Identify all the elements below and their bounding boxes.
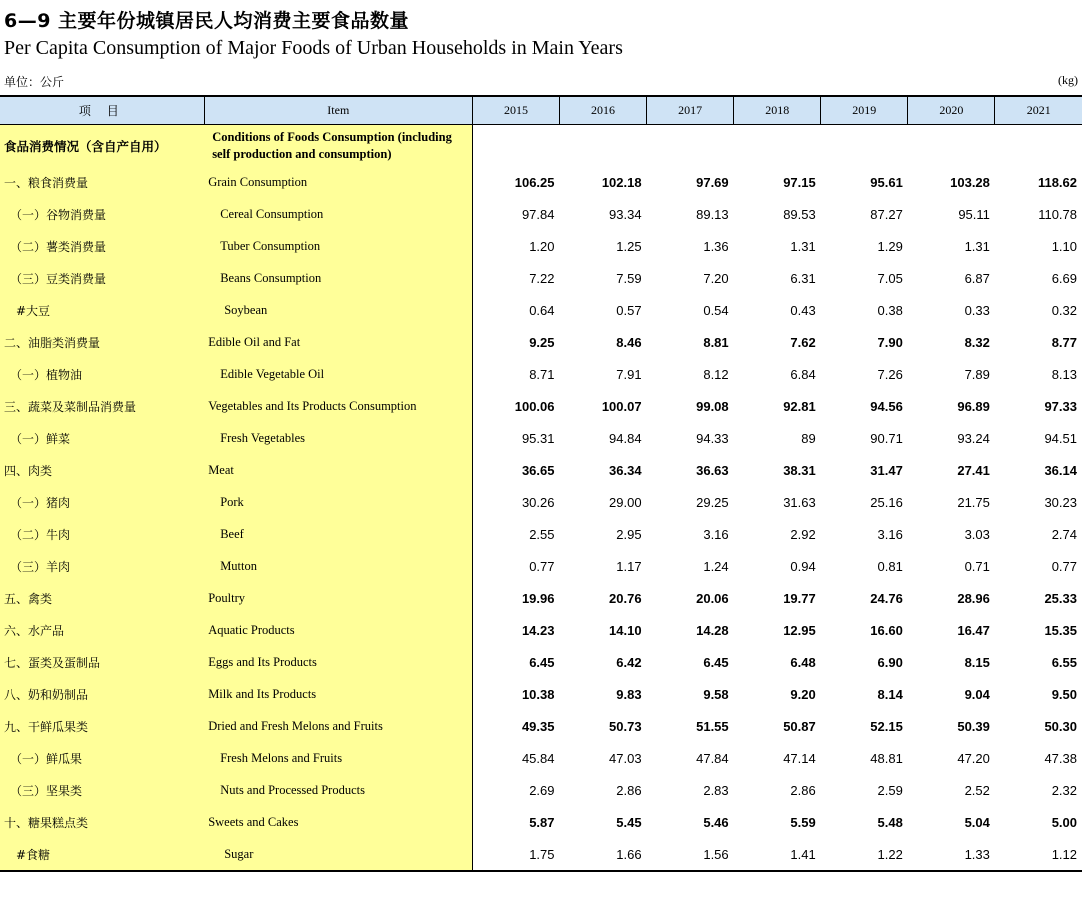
table-row — [0, 390, 1082, 422]
row-label-cn — [0, 774, 204, 806]
row-label-cn-text: #食糖 — [16, 847, 51, 862]
row-label-en — [204, 358, 472, 390]
table-row — [0, 614, 1082, 646]
value-cell: 7.26 — [877, 366, 903, 382]
value-cell: 1.66 — [560, 838, 647, 871]
value-cell: 2.83 — [703, 782, 729, 798]
row-label-cn-text: 八、奶和奶制品 — [4, 687, 89, 702]
table-row — [0, 582, 1082, 614]
value-cell: 10.38 — [521, 686, 555, 702]
value-cell: 103.28 — [950, 174, 990, 190]
value-cell: 5.46 — [703, 814, 729, 830]
value-cell: 2.74 — [1051, 526, 1077, 542]
row-label-cn-text: （一）谷物消费量 — [10, 207, 107, 222]
value-cell: 51.55 — [696, 718, 729, 734]
value-cell: 29.25 — [696, 494, 729, 510]
value-cell: 7.90 — [877, 334, 903, 350]
value-cell: 16.47 — [957, 622, 990, 638]
value-cell: 36.14 — [1044, 462, 1077, 478]
row-label-en-text: Milk and Its Products — [208, 686, 317, 701]
table-row — [0, 166, 1082, 198]
value-cell: 6.55 — [1051, 654, 1077, 670]
row-label-en — [204, 326, 472, 358]
value-cell: 14.28 — [696, 622, 729, 638]
row-label-cn-text: 四、肉类 — [4, 463, 53, 478]
row-label-cn — [0, 326, 204, 358]
value-cell: 19.77 — [783, 590, 816, 606]
value-cell: 6.45 — [703, 654, 729, 670]
row-label-cn — [0, 806, 204, 838]
row-label-en — [204, 230, 472, 262]
table-title-en: Per Capita Consumption of Major Foods of Urban Households in Main Years — [4, 37, 623, 59]
value-cell: 8.13 — [1051, 366, 1077, 382]
row-label-en — [204, 838, 472, 871]
value-cell: 0.54 — [703, 302, 729, 318]
row-label-cn — [0, 198, 204, 230]
value-cell: 38.31 — [783, 462, 816, 478]
value-cell: 16.60 — [870, 622, 903, 638]
table-row — [0, 358, 1082, 390]
value-cell: 87.27 — [870, 206, 903, 222]
row-label-cn — [0, 646, 204, 678]
value-cell: 89.53 — [783, 206, 816, 222]
header-year: 2015 — [472, 96, 559, 125]
table-row — [0, 486, 1082, 518]
value-cell: 93.24 — [957, 430, 990, 446]
value-cell: 30.26 — [521, 494, 555, 510]
row-label-cn-text: 九、干鲜瓜果类 — [4, 719, 89, 734]
row-label-cn — [0, 710, 204, 742]
value-cell: 1.41 — [734, 838, 821, 871]
row-label-cn-text: 十、糖果糕点类 — [4, 815, 89, 830]
value-cell: 27.41 — [957, 462, 990, 478]
row-label-cn — [0, 390, 204, 422]
value-cell: 90.71 — [870, 430, 903, 446]
value-cell: 2.86 — [790, 782, 816, 798]
row-label-cn — [0, 614, 204, 646]
value-cell: 20.76 — [609, 590, 642, 606]
row-label-cn — [0, 454, 204, 486]
row-label-cn-text: （三）豆类消费量 — [10, 271, 107, 286]
header-year: 2018 — [734, 96, 821, 125]
table-row — [0, 454, 1082, 486]
value-cell: 6.90 — [877, 654, 903, 670]
value-cell: 95.11 — [958, 206, 990, 222]
value-cell: 1.22 — [821, 838, 908, 871]
value-cell: 92.81 — [783, 398, 816, 414]
value-cell: 8.14 — [877, 686, 903, 702]
table-row — [0, 806, 1082, 838]
value-cell: 99.08 — [696, 398, 729, 414]
row-label-en — [204, 294, 472, 326]
row-label-en-text: Nuts and Processed Products — [220, 782, 365, 797]
row-label-en-text: Vegetables and Its Products Consumption — [208, 398, 417, 413]
row-label-en-text: Fresh Melons and Fruits — [220, 750, 343, 765]
value-cell: 8.32 — [964, 334, 990, 350]
row-label-en-text: Beef — [220, 526, 244, 541]
row-label-en — [204, 198, 472, 230]
value-cell: 110.78 — [1038, 206, 1077, 222]
value-cell: 1.29 — [877, 238, 903, 254]
row-label-cn-text: 七、蛋类及蛋制品 — [4, 655, 101, 670]
value-cell: 97.15 — [783, 174, 816, 190]
value-cell: 9.50 — [1051, 686, 1077, 702]
row-label-en-text: Fresh Vegetables — [220, 430, 306, 445]
value-cell: 94.84 — [609, 430, 642, 446]
value-cell: 6.69 — [1051, 270, 1077, 286]
table-title-cn: 6—9 主要年份城镇居民人均消费主要食品数量 — [4, 10, 410, 32]
value-cell: 52.15 — [870, 718, 903, 734]
row-label-en — [204, 390, 472, 422]
row-label-en — [204, 806, 472, 838]
row-label-cn — [0, 838, 204, 871]
value-cell: 6.45 — [529, 654, 555, 670]
value-cell: 8.12 — [703, 366, 729, 382]
value-cell: 6.48 — [790, 654, 816, 670]
row-label-en-text: Aquatic Products — [208, 622, 295, 637]
value-cell: 5.00 — [1051, 814, 1077, 830]
row-label-cn — [0, 486, 204, 518]
value-cell: 14.23 — [521, 622, 555, 638]
value-cell: 0.57 — [616, 302, 642, 318]
row-label-en — [204, 486, 472, 518]
value-cell: 5.04 — [964, 814, 990, 830]
value-cell: 94.33 — [696, 430, 729, 446]
section-label-en: Conditions of Foods Consumption (including self production and consumption) — [204, 125, 472, 167]
value-cell: 7.22 — [529, 270, 555, 286]
row-label-cn — [0, 550, 204, 582]
value-cell: 1.10 — [1051, 238, 1077, 254]
unit-label-cn: 单位：公斤 — [4, 75, 65, 89]
value-cell: 0.64 — [529, 302, 555, 318]
value-cell: 3.16 — [703, 526, 729, 542]
row-label-en — [204, 614, 472, 646]
value-cell: 31.47 — [870, 462, 903, 478]
value-cell: 94.56 — [870, 398, 903, 414]
value-cell: 30.23 — [1044, 494, 1077, 510]
table-row — [0, 838, 1082, 871]
table-row — [0, 518, 1082, 550]
header-year: 2016 — [560, 96, 647, 125]
table-row — [0, 742, 1082, 774]
value-cell: 47.20 — [957, 750, 990, 766]
header-item-cn: 项 目 — [0, 96, 204, 125]
value-cell: 24.76 — [870, 590, 903, 606]
value-cell: 1.31 — [964, 238, 990, 254]
row-label-cn-text: （一）鲜菜 — [10, 431, 71, 446]
value-cell: 1.36 — [703, 238, 729, 254]
value-cell: 49.35 — [521, 718, 555, 734]
row-label-cn — [0, 166, 204, 198]
value-cell: 15.35 — [1044, 622, 1077, 638]
value-cell: 0.43 — [790, 302, 816, 318]
row-label-en-text: Cereal Consumption — [220, 206, 324, 221]
header-row — [0, 96, 1082, 125]
table-row — [0, 646, 1082, 678]
value-cell: 36.65 — [521, 462, 555, 478]
row-label-cn-text: （三）羊肉 — [10, 559, 71, 574]
row-label-en-text: Tuber Consumption — [220, 238, 321, 253]
row-label-en — [204, 774, 472, 806]
row-label-en-text: Dried and Fresh Melons and Fruits — [208, 718, 383, 733]
value-cell: 48.81 — [870, 750, 903, 766]
row-label-en-text: Poultry — [208, 590, 245, 605]
value-cell: 2.69 — [529, 782, 555, 798]
table-row — [0, 326, 1082, 358]
row-label-cn — [0, 678, 204, 710]
row-label-en — [204, 422, 472, 454]
value-cell: 8.81 — [703, 334, 729, 350]
value-cell: 0.32 — [1051, 302, 1077, 318]
row-label-en-text: Edible Vegetable Oil — [220, 366, 325, 381]
value-cell: 6.31 — [790, 270, 816, 286]
value-cell: 89.13 — [696, 206, 729, 222]
header-year: 2017 — [647, 96, 734, 125]
value-cell: 2.32 — [1051, 782, 1077, 798]
table-row — [0, 262, 1082, 294]
value-cell: 0.77 — [529, 558, 555, 574]
value-cell: 36.34 — [609, 462, 642, 478]
value-cell: 8.77 — [1051, 334, 1077, 350]
value-cell: 47.03 — [609, 750, 642, 766]
value-cell: 0.81 — [877, 558, 903, 574]
value-cell: 9.83 — [616, 686, 642, 702]
value-cell: 45.84 — [521, 750, 555, 766]
value-cell: 1.56 — [647, 838, 734, 871]
row-label-en-text: Sweets and Cakes — [208, 814, 299, 829]
value-cell: 21.75 — [957, 494, 990, 510]
row-label-cn — [0, 742, 204, 774]
row-label-cn-text: （一）鲜瓜果 — [10, 751, 83, 766]
value-cell: 14.10 — [609, 622, 642, 638]
value-cell: 25.33 — [1044, 590, 1077, 606]
value-cell: 8.71 — [529, 366, 555, 382]
value-cell: 28.96 — [957, 590, 990, 606]
value-cell: 3.03 — [964, 526, 990, 542]
unit-label-en: (kg) — [1058, 73, 1078, 87]
value-cell: 95.31 — [521, 430, 555, 446]
value-cell: 118.62 — [1037, 174, 1077, 190]
value-cell: 2.86 — [616, 782, 642, 798]
value-cell: 1.20 — [529, 238, 555, 254]
table-row — [0, 230, 1082, 262]
value-cell: 25.16 — [870, 494, 903, 510]
value-cell: 97.69 — [696, 174, 729, 190]
value-cell: 7.62 — [790, 334, 816, 350]
value-cell: 102.18 — [601, 174, 642, 190]
row-label-en-text: Eggs and Its Products — [208, 654, 317, 669]
header-year: 2020 — [908, 96, 995, 125]
value-cell: 5.59 — [790, 814, 816, 830]
row-label-cn-text: 一、粮食消费量 — [4, 175, 89, 190]
header-item-en: Item — [204, 96, 472, 125]
value-cell: 1.33 — [908, 838, 995, 871]
value-cell: 1.25 — [616, 238, 642, 254]
value-cell: 97.84 — [521, 206, 555, 222]
value-cell: 100.07 — [601, 398, 642, 414]
row-label-cn-text: 二、油脂类消费量 — [4, 335, 101, 350]
value-cell: 0.33 — [964, 302, 990, 318]
value-cell: 89 — [801, 430, 816, 446]
row-label-en — [204, 582, 472, 614]
value-cell: 100.06 — [514, 398, 555, 414]
value-cell: 29.00 — [609, 494, 642, 510]
row-label-en — [204, 678, 472, 710]
row-label-en-text: Edible Oil and Fat — [208, 334, 301, 349]
row-label-en-text: Soybean — [224, 302, 268, 317]
value-cell: 9.04 — [964, 686, 990, 702]
value-cell: 50.30 — [1044, 718, 1077, 734]
row-label-en-text: Sugar — [224, 846, 254, 861]
value-cell: 8.46 — [616, 334, 642, 350]
value-cell: 50.39 — [957, 718, 990, 734]
row-label-en-text: Beans Consumption — [220, 270, 322, 285]
section-row — [0, 125, 1082, 167]
table-row — [0, 774, 1082, 806]
value-cell: 1.12 — [995, 838, 1082, 871]
row-label-en — [204, 710, 472, 742]
row-label-en-text: Grain Consumption — [208, 174, 308, 189]
value-cell: 47.38 — [1044, 750, 1077, 766]
value-cell: 9.20 — [790, 686, 816, 702]
value-cell: 93.34 — [609, 206, 642, 222]
value-cell: 95.61 — [870, 174, 903, 190]
value-cell: 96.89 — [957, 398, 990, 414]
value-cell: 2.59 — [877, 782, 903, 798]
row-label-cn-text: （二）牛肉 — [10, 527, 71, 542]
value-cell: 19.96 — [521, 590, 555, 606]
row-label-cn-text: （三）坚果类 — [10, 783, 83, 798]
value-cell: 6.42 — [616, 654, 642, 670]
value-cell: 2.95 — [616, 526, 642, 542]
value-cell: 1.24 — [703, 558, 729, 574]
value-cell: 47.84 — [696, 750, 729, 766]
row-label-cn — [0, 230, 204, 262]
value-cell: 97.33 — [1044, 398, 1077, 414]
row-label-en-text: Mutton — [220, 558, 257, 573]
table-row — [0, 294, 1082, 326]
value-cell: 20.06 — [696, 590, 729, 606]
row-label-en — [204, 550, 472, 582]
row-label-cn-text: 六、水产品 — [4, 623, 65, 638]
row-label-cn — [0, 262, 204, 294]
value-cell: 0.71 — [964, 558, 990, 574]
row-label-cn-text: 三、蔬菜及菜制品消费量 — [4, 399, 137, 414]
header-year: 2021 — [995, 96, 1082, 125]
value-cell: 0.77 — [1051, 558, 1077, 574]
value-cell: 0.38 — [877, 302, 903, 318]
value-cell: 1.31 — [790, 238, 816, 254]
value-cell: 7.89 — [964, 366, 990, 382]
value-cell: 36.63 — [696, 462, 729, 478]
row-label-cn-text: #大豆 — [16, 303, 51, 318]
value-cell: 7.91 — [616, 366, 642, 382]
section-label-cn: 食品消费情况（含自产自用） — [0, 125, 204, 167]
row-label-cn-text: （二）薯类消费量 — [10, 239, 107, 254]
table-row — [0, 550, 1082, 582]
value-cell: 6.84 — [790, 366, 816, 382]
row-label-en — [204, 646, 472, 678]
row-label-en-text: Meat — [208, 462, 234, 477]
row-label-cn — [0, 518, 204, 550]
value-cell: 1.17 — [616, 558, 642, 574]
value-cell: 9.25 — [529, 334, 555, 350]
value-cell: 7.20 — [703, 270, 729, 286]
value-cell: 2.92 — [790, 526, 816, 542]
food-consumption-table — [0, 95, 1082, 872]
row-label-cn — [0, 582, 204, 614]
value-cell: 5.48 — [877, 814, 903, 830]
value-cell: 5.45 — [616, 814, 642, 830]
row-label-en — [204, 518, 472, 550]
row-label-en — [204, 742, 472, 774]
row-label-en — [204, 454, 472, 486]
value-cell: 50.87 — [783, 718, 816, 734]
value-cell: 50.73 — [609, 718, 642, 734]
row-label-en — [204, 262, 472, 294]
header-year: 2019 — [821, 96, 908, 125]
value-cell: 9.58 — [703, 686, 729, 702]
value-cell: 47.14 — [783, 750, 816, 766]
value-cell: 7.05 — [877, 270, 903, 286]
value-cell: 106.25 — [514, 174, 555, 190]
value-cell: 8.15 — [964, 654, 990, 670]
row-label-cn-text: 五、禽类 — [4, 591, 53, 606]
row-label-cn — [0, 294, 204, 326]
value-cell: 2.52 — [964, 782, 990, 798]
value-cell: 0.94 — [790, 558, 816, 574]
value-cell: 1.75 — [472, 838, 559, 871]
value-cell: 3.16 — [877, 526, 903, 542]
value-cell: 2.55 — [529, 526, 555, 542]
table-row — [0, 678, 1082, 710]
value-cell: 5.87 — [529, 814, 555, 830]
row-label-cn — [0, 358, 204, 390]
row-label-en-text: Pork — [220, 494, 244, 509]
value-cell: 31.63 — [783, 494, 816, 510]
value-cell: 94.51 — [1044, 430, 1077, 446]
value-cell: 7.59 — [616, 270, 642, 286]
row-label-en — [204, 166, 472, 198]
value-cell: 12.95 — [783, 622, 816, 638]
row-label-cn-text: （一）植物油 — [10, 367, 83, 382]
table-row — [0, 198, 1082, 230]
value-cell: 6.87 — [964, 270, 990, 286]
row-label-cn-text: （一）猪肉 — [10, 495, 71, 510]
table-row — [0, 422, 1082, 454]
row-label-cn — [0, 422, 204, 454]
table-row — [0, 710, 1082, 742]
